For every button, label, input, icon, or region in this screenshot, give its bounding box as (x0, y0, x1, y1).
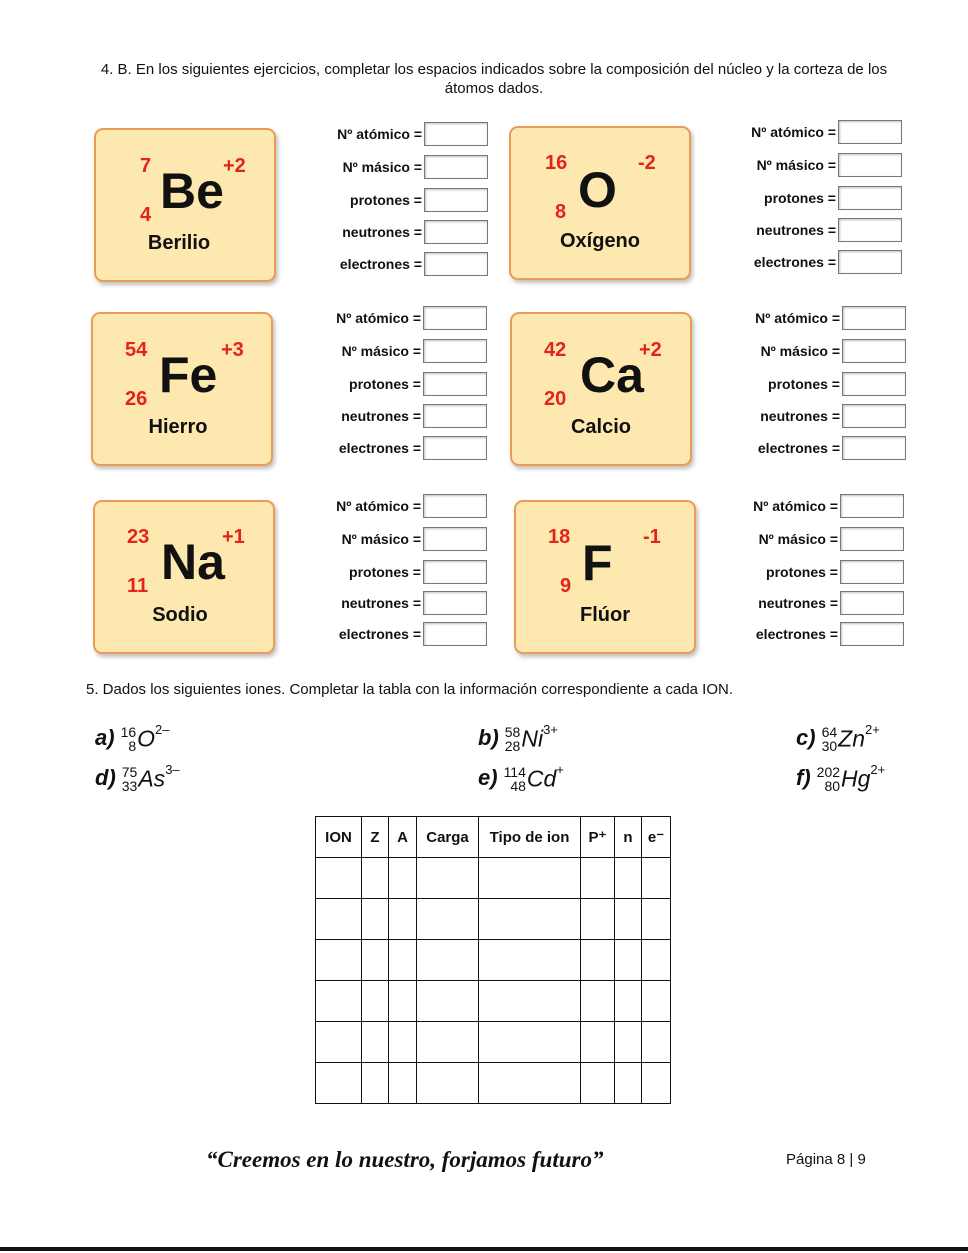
table-header-row (316, 817, 671, 858)
ion-a (95, 724, 170, 753)
atomic-number: 26 (125, 388, 148, 410)
element-name: Oxígeno (559, 230, 640, 252)
atomic-number-label: Nº atómico = (336, 498, 421, 514)
table-cell[interactable] (389, 940, 417, 981)
neutrons-label: neutrones = (341, 408, 421, 424)
ion-charge: -1 (643, 526, 661, 548)
ion-letter: b) (478, 725, 499, 750)
element-card-iron (91, 312, 273, 466)
ion-number: 33 (121, 777, 138, 794)
table-cell[interactable] (417, 940, 479, 981)
ion-symbol: As (138, 765, 166, 792)
table-cell[interactable] (581, 1022, 615, 1063)
ion-nuclide (817, 765, 840, 793)
electrons-label: electrones = (757, 440, 840, 456)
neutrons-field[interactable] (840, 591, 904, 615)
table-cell[interactable] (615, 981, 642, 1022)
electrons-field[interactable] (424, 252, 488, 276)
mass-number-label: Nº másico = (342, 159, 422, 175)
element-card-calcium (510, 312, 692, 466)
protons-field[interactable] (838, 186, 902, 210)
element-symbol: Fe (159, 347, 218, 403)
mass-number-field[interactable] (423, 527, 487, 551)
neutrons-label: neutrones = (342, 224, 422, 240)
atomic-number-label: Nº atómico = (337, 126, 422, 142)
ion-letter: d) (95, 765, 116, 790)
ion-e (478, 764, 564, 793)
table-cell[interactable] (417, 899, 479, 940)
mass-number-field[interactable] (838, 153, 902, 177)
protons-label: protones = (768, 376, 840, 392)
protons-label: protones = (349, 564, 421, 580)
element-symbol: O (578, 162, 617, 218)
element-card-beryllium (94, 128, 276, 282)
electrons-label: electrones = (339, 256, 422, 272)
table-cell[interactable] (389, 981, 417, 1022)
protons-label: protones = (349, 376, 421, 392)
ion-charge: 2– (155, 722, 170, 737)
answer-form-iron (307, 306, 487, 466)
table-cell[interactable] (615, 1063, 642, 1104)
table-cell[interactable] (642, 1063, 671, 1104)
atomic-number-field[interactable] (842, 306, 906, 330)
table-cell[interactable] (479, 858, 581, 899)
ion-nuclide (822, 725, 838, 753)
col-protons-header: P⁺ (581, 817, 615, 858)
neutrons-label: neutrones = (756, 222, 836, 238)
atomic-number: 20 (544, 388, 567, 410)
table-cell[interactable] (615, 940, 642, 981)
element-name: Flúor (580, 604, 630, 626)
mass-number-field[interactable] (840, 527, 904, 551)
table-cell[interactable] (316, 1022, 362, 1063)
ion-nuclide (122, 765, 138, 793)
ion-mass: 16 (120, 723, 137, 740)
mass-number: 42 (544, 339, 567, 361)
table-cell[interactable] (615, 858, 642, 899)
ion-charge: +1 (222, 526, 245, 548)
ion-c (796, 724, 880, 753)
element-card-sodium (93, 500, 275, 654)
neutrons-field[interactable] (842, 404, 906, 428)
table-cell[interactable] (479, 1063, 581, 1104)
ion-f (796, 764, 885, 793)
table-cell[interactable] (362, 1022, 389, 1063)
electrons-field[interactable] (840, 622, 904, 646)
mass-number: 54 (125, 339, 148, 361)
table-cell[interactable] (316, 940, 362, 981)
electrons-field[interactable] (423, 436, 487, 460)
table-row (316, 940, 671, 981)
table-cell[interactable] (581, 858, 615, 899)
col-neutrons-header: n (615, 817, 642, 858)
answer-form-sodium (307, 494, 487, 654)
neutrons-field[interactable] (424, 220, 488, 244)
ion-number: 80 (824, 777, 841, 794)
ion-number: 28 (504, 737, 521, 754)
protons-field[interactable] (423, 560, 487, 584)
table-cell[interactable] (642, 940, 671, 981)
table-cell[interactable] (362, 899, 389, 940)
table-cell[interactable] (316, 899, 362, 940)
element-symbol: Na (161, 534, 225, 590)
table-cell[interactable] (581, 1063, 615, 1104)
ion-symbol: Zn (838, 725, 865, 752)
atomic-number: 9 (560, 575, 572, 597)
table-cell[interactable] (417, 858, 479, 899)
mass-number-field[interactable] (842, 339, 906, 363)
table-cell[interactable] (362, 940, 389, 981)
ion-charge: 2+ (870, 762, 886, 777)
ion-letter: c) (796, 725, 816, 750)
neutrons-field[interactable] (423, 404, 487, 428)
ion-nuclide (504, 765, 526, 793)
page-number: Página 8 | 9 (786, 1151, 866, 1168)
table-row (316, 981, 671, 1022)
mass-number-label: Nº másico = (758, 531, 838, 547)
neutrons-field[interactable] (838, 218, 902, 242)
atomic-number-label: Nº atómico = (755, 310, 840, 326)
element-name: Hierro (148, 416, 208, 438)
protons-field[interactable] (840, 560, 904, 584)
neutrons-label: neutrones = (758, 595, 838, 611)
atomic-number-field[interactable] (840, 494, 904, 518)
electrons-field[interactable] (838, 250, 902, 274)
table-cell[interactable] (417, 1022, 479, 1063)
answer-form-fluorine (724, 494, 904, 654)
ion-b (478, 724, 558, 753)
atomic-number: 8 (555, 201, 567, 223)
element-card-fluorine (514, 500, 696, 654)
atomic-number-field[interactable] (424, 122, 488, 146)
ion-charge: +2 (639, 339, 662, 361)
element-name: Berilio (147, 232, 211, 254)
table-cell[interactable] (642, 1022, 671, 1063)
table-cell[interactable] (479, 981, 581, 1022)
table-cell[interactable] (417, 1063, 479, 1104)
ion-number: 8 (128, 737, 137, 754)
ion-answer-table (315, 816, 671, 1104)
table-cell[interactable] (581, 899, 615, 940)
protons-label: protones = (764, 190, 836, 206)
table-cell[interactable] (389, 858, 417, 899)
table-cell[interactable] (615, 899, 642, 940)
exercise-5-instructions: 5. Dados los siguientes iones. Completar la tabla con la información correspondiente a cada ION. (86, 681, 734, 698)
mass-number: 7 (140, 155, 152, 177)
electrons-label: electrones = (338, 440, 421, 456)
table-row (316, 858, 671, 899)
mass-number: 23 (127, 526, 150, 548)
protons-field[interactable] (424, 188, 488, 212)
atomic-number: 4 (140, 204, 152, 226)
mass-number-label: Nº másico = (756, 157, 836, 173)
table-cell[interactable] (642, 981, 671, 1022)
protons-field[interactable] (423, 372, 487, 396)
atomic-number-field[interactable] (838, 120, 902, 144)
school-motto: “Creemos en lo nuestro, forjamos futuro” (206, 1147, 604, 1172)
mass-number: 16 (545, 152, 568, 174)
table-cell[interactable] (479, 940, 581, 981)
atomic-number-label: Nº atómico = (751, 124, 836, 140)
table-cell[interactable] (581, 940, 615, 981)
ion-letter: a) (95, 725, 115, 750)
table-row (316, 899, 671, 940)
table-cell[interactable] (362, 858, 389, 899)
ion-charge: 3– (165, 762, 180, 777)
ion-charge: +3 (221, 339, 244, 361)
col-ion-header: ION (316, 817, 362, 858)
table-body (316, 858, 671, 1104)
neutrons-label: neutrones = (341, 595, 421, 611)
electrons-field[interactable] (423, 622, 487, 646)
ion-nuclide (121, 725, 137, 753)
table-cell[interactable] (479, 899, 581, 940)
table-row (316, 1063, 671, 1104)
electrons-label: electrones = (755, 626, 838, 642)
ion-letter: f) (796, 765, 811, 790)
protons-label: protones = (766, 564, 838, 580)
answer-form-beryllium (308, 122, 488, 282)
table-cell[interactable] (417, 981, 479, 1022)
ion-nuclide (505, 725, 521, 753)
mass-number-label: Nº másico = (341, 531, 421, 547)
element-name: Sodio (152, 604, 208, 626)
table-cell[interactable] (642, 858, 671, 899)
table-cell[interactable] (389, 1022, 417, 1063)
mass-number-label: Nº másico = (760, 343, 840, 359)
ion-charge: +2 (223, 155, 246, 177)
ion-symbol: Ni (521, 725, 544, 752)
ion-mass: 58 (504, 723, 521, 740)
ion-symbol: Hg (841, 765, 871, 792)
element-symbol: Ca (580, 347, 644, 403)
ion-symbol: O (137, 725, 156, 752)
table-cell[interactable] (615, 1022, 642, 1063)
table-cell[interactable] (362, 1063, 389, 1104)
element-name: Calcio (570, 416, 632, 438)
electrons-label: electrones = (338, 626, 421, 642)
element-symbol: Be (160, 163, 224, 219)
ion-charge: 2+ (864, 722, 880, 737)
table-row (316, 1022, 671, 1063)
bottom-rule (0, 1247, 968, 1251)
ion-charge: 3+ (543, 722, 558, 737)
table-cell[interactable] (316, 1063, 362, 1104)
table-cell[interactable] (362, 981, 389, 1022)
mass-number-label: Nº másico = (341, 343, 421, 359)
neutrons-field[interactable] (423, 591, 487, 615)
atomic-number-field[interactable] (423, 306, 487, 330)
ion-number: 48 (510, 777, 526, 794)
table-cell[interactable] (642, 899, 671, 940)
answer-form-calcium (726, 306, 906, 466)
electrons-label: electrones = (753, 254, 836, 270)
ion-symbol: Cd (526, 765, 557, 792)
col-ion-type-header: Tipo de ion (479, 817, 581, 858)
ion-charge: + (556, 762, 564, 777)
table-cell[interactable] (316, 981, 362, 1022)
table-cell[interactable] (581, 981, 615, 1022)
protons-field[interactable] (842, 372, 906, 396)
atomic-number-field[interactable] (423, 494, 487, 518)
element-card-oxygen (509, 126, 691, 280)
mass-number-field[interactable] (424, 155, 488, 179)
ion-charge: -2 (638, 152, 656, 174)
atomic-number-label: Nº atómico = (753, 498, 838, 514)
col-charge-header: Carga (417, 817, 479, 858)
ion-mass: 114 (503, 763, 526, 780)
ion-number: 30 (821, 737, 838, 754)
table-cell[interactable] (479, 1022, 581, 1063)
exercise-4-instructions: 4. B. En los siguientes ejercicios, completar los espacios indicados sobre la composición del núcleo y la corteza de los átomos dados. (100, 61, 888, 97)
ion-letter: e) (478, 765, 498, 790)
answer-form-oxygen (722, 120, 902, 280)
ion-d (95, 764, 180, 793)
mass-number-field[interactable] (423, 339, 487, 363)
table-cell[interactable] (389, 1063, 417, 1104)
atomic-number: 11 (127, 575, 149, 597)
neutrons-label: neutrones = (760, 408, 840, 424)
col-z-header: Z (362, 817, 389, 858)
atomic-number-label: Nº atómico = (336, 310, 421, 326)
ion-mass: 202 (816, 763, 841, 780)
table-cell[interactable] (316, 858, 362, 899)
ion-mass: 64 (821, 723, 838, 740)
mass-number: 18 (548, 526, 571, 548)
electrons-field[interactable] (842, 436, 906, 460)
table-cell[interactable] (389, 899, 417, 940)
col-electrons-header: e⁻ (642, 817, 671, 858)
protons-label: protones = (350, 192, 422, 208)
ion-mass: 75 (121, 763, 138, 780)
element-symbol: F (582, 535, 613, 591)
col-a-header: A (389, 817, 417, 858)
